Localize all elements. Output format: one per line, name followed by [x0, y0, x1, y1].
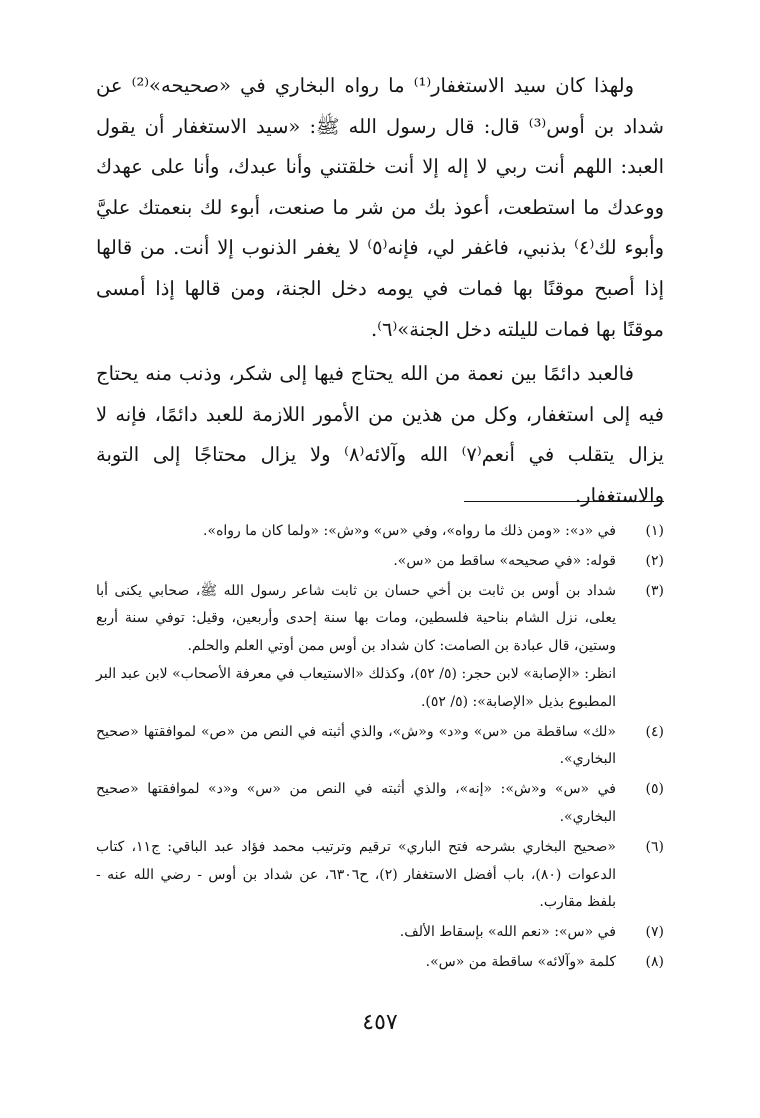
footnote-line: انظر: «الإصابة» لابن حجر: (٥/ ٥٢)، وكذلك «الاستيعاب في معرفة الأصحاب» لابن عبد البر المطبوع بذيل «الإصابة»: (٥/ ٥٢).: [96, 665, 616, 710]
footnote-line: «لك» ساقطة من «س» و«د» و«ش»، والذي أثبته في النص من «ص» لموافقتها «صحيح البخاري».: [96, 723, 616, 768]
footnote-number: (٨): [645, 953, 664, 970]
footnote-line: «صحيح البخاري بشرحه فتح الباري» ترقيم وترتيب محمد فؤاد عبد الباقي: ج١١، كتاب الدعوات (٨٠)، باب أفضل الاستغفار (٢)، ح٦٣٠٦، عن شداد بن أوس - رضي الله عنه - بلفظ مقارب.: [96, 838, 616, 911]
footnote-text: [96, 949, 616, 977]
footnote-number: (١): [645, 523, 664, 539]
footnote-text: [96, 776, 616, 832]
paragraph-1: ولهذا كان سيد الاستغفار⁽¹⁾ ما رواه البخاري في «صحيحه»⁽²⁾ عن شداد بن أوس⁽³⁾ قال: قال رسول الله ﷺ: «سيد الاستغفار أن يقول العبد: اللهم أنت ربي لا إله إلا أنت خلقتني وأنا عبدك، وأنا على عهدك ووعدك ما استطعت، أعوذ بك من شر ما صنعت، أبوء لك بنعمتك عليَّ وأبوء لك⁽٤⁾ بذنبي، فاغفر لي، فإنه⁽٥⁾ لا يغفر الذنوب إلا أنت. من قالها إذا أصبح موقنًا بها فمات في يومه دخل الجنة، ومن قالها إذا أمسى موقنًا بها فمات لليلته دخل الجنة»⁽٦⁾.: [96, 74, 665, 341]
footnote-separator: [464, 501, 664, 502]
footnote-number: (٢): [645, 552, 664, 569]
footnote-number: (٥): [645, 781, 664, 798]
footnote-7: [96, 919, 664, 947]
footnote-text: [96, 834, 616, 917]
footnote-text: [96, 719, 616, 775]
paragraph-2: فالعبد دائمًا بين نعمة من الله يحتاج فيها إلى شكر، وذنب منه يحتاج فيه إلى استغفار، وكل من هذين من الأمور اللازمة للعبد دائمًا، فإنه لا يزال يتقلب في أنعم⁽٧⁾ الله وآلائه⁽٨⁾ ولا يزال محتاجًا إلى التوبة والاستغفار.: [96, 362, 664, 507]
footnote-4: [96, 719, 664, 775]
footnote-line: في «س»: «نعم الله» بإسقاط الألف.: [399, 924, 616, 941]
main-text: [96, 66, 664, 517]
footnote-line: كلمة «وآلائه» ساقطة من «س».: [425, 953, 616, 970]
footnote-text: [96, 578, 616, 717]
footnote-6: [96, 834, 664, 917]
footnote-line: في «س» و«ش»: «إنه»، والذي أثبته في النص من «س» و«د» لموافقتها «صحيح البخاري».: [96, 781, 616, 825]
footnote-number: (٦): [645, 838, 664, 855]
footnote-text: [96, 919, 616, 947]
footnote-5: [96, 776, 664, 832]
footnote-number: (٣): [645, 582, 664, 599]
footnote-2: [96, 548, 664, 576]
footnotes: [96, 518, 664, 977]
footnote-text: [96, 548, 616, 576]
footnote-number: (٤): [645, 723, 664, 740]
page-number: ٤٥٧: [362, 1010, 398, 1035]
footnote-line: قوله: «في صحيحه» ساقط من «س».: [393, 552, 616, 569]
footnote-line: في «د»: «ومن ذلك ما رواه»، وفي «س» و«ش»: «ولما كان ما رواه».: [203, 523, 616, 539]
footnote-8: [96, 949, 664, 977]
footnote-1: [96, 518, 664, 546]
footnote-number: (٧): [645, 924, 664, 941]
footnote-3: [96, 578, 664, 717]
footnote-line: شداد بن أوس بن ثابت بن أخي حسان بن ثابت شاعر رسول الله ﷺ، صحابي يكنى أبا يعلى، نزل الشام بناحية فلسطين، ومات بها سنة إحدى وأربعين، وقيل: توفي سنة أربع وستين، قال عبادة بن الصامت: كان شداد بن أوس ممن أوتي العلم والحلم.: [96, 582, 616, 655]
footnote-text: [96, 518, 616, 546]
